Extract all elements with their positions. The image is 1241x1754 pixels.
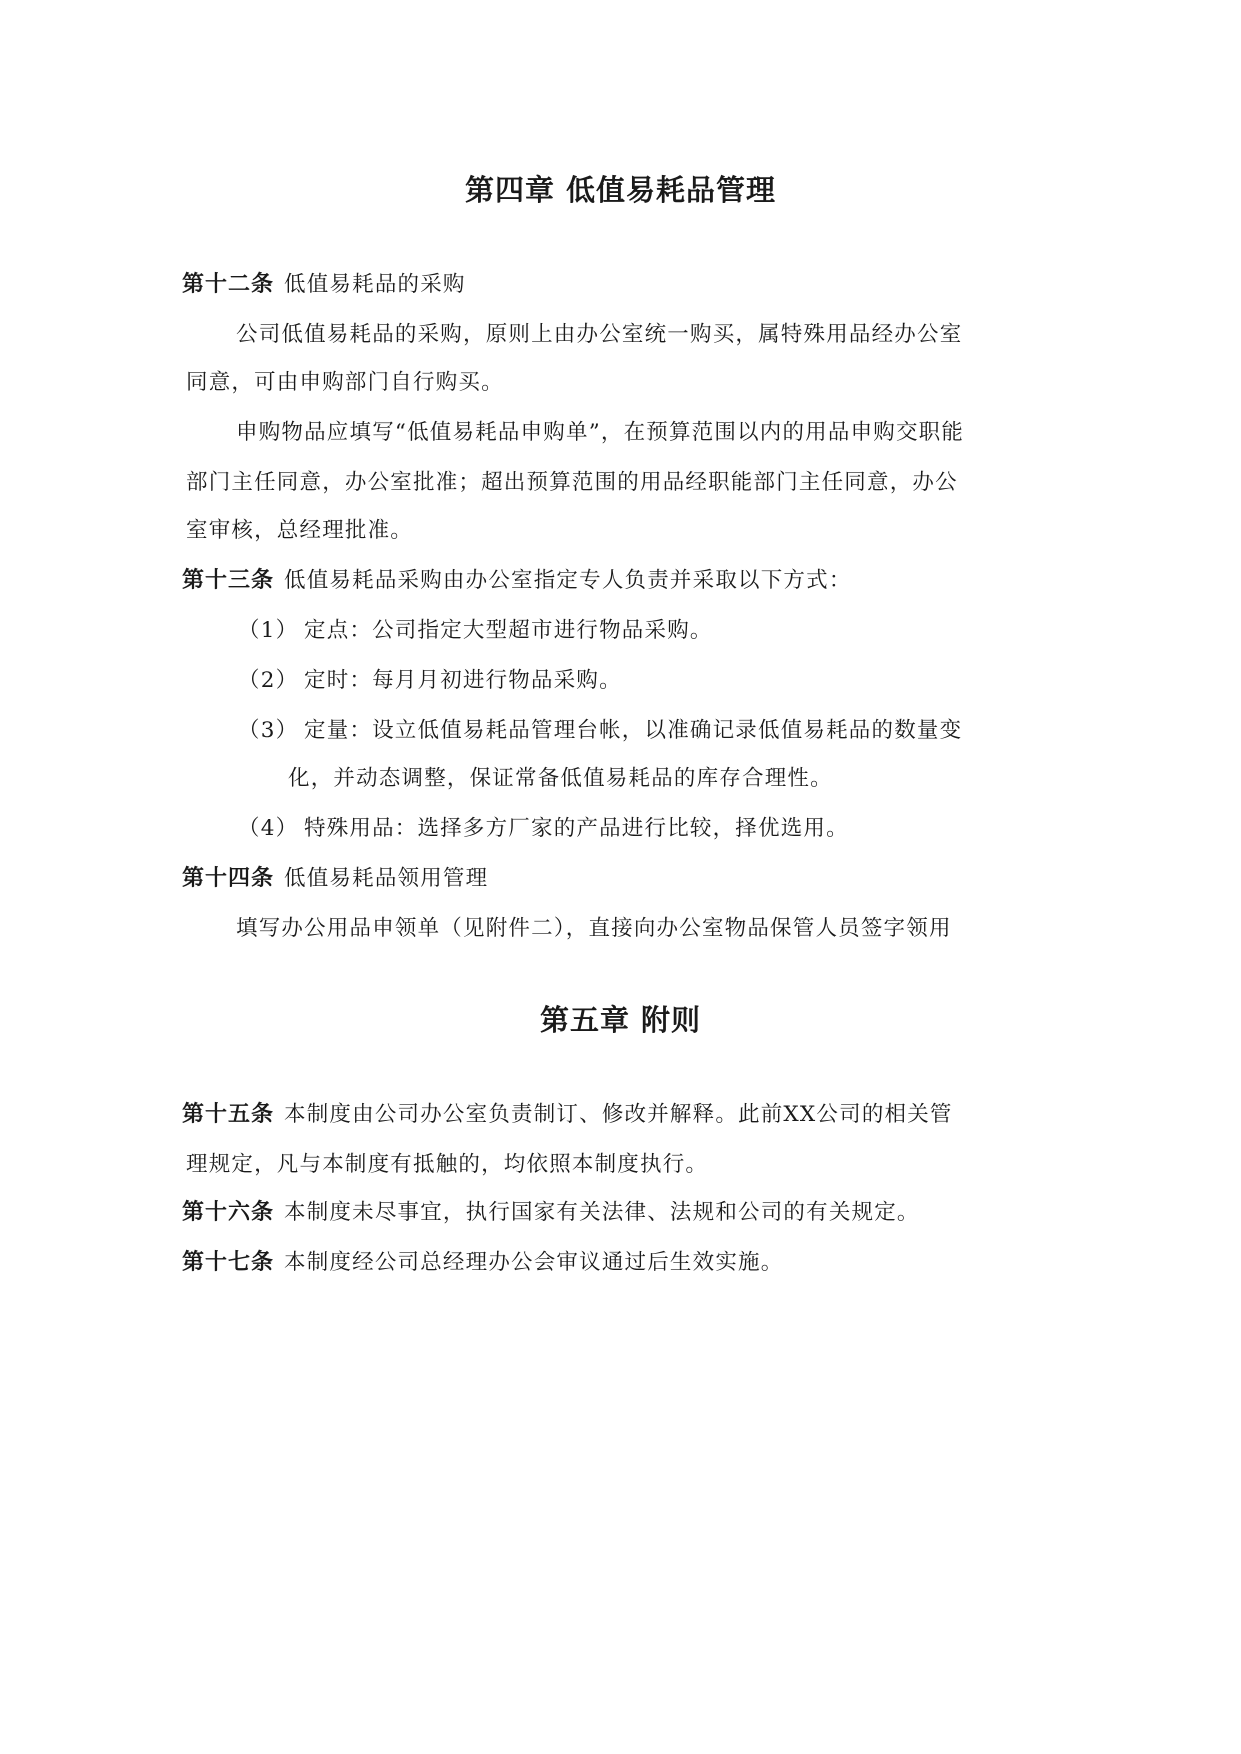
article-14-paragraph-1: 填写办公用品申领单（见附件二），直接向办公室物品保管人员签字领用 <box>236 916 952 941</box>
article-12-paragraph-2-line-1: 申购物品应填写“低值易耗品申购单”，在预算范围以内的用品申购交职能 <box>236 420 965 445</box>
article-17-label: 第十七条 <box>182 1250 275 1275</box>
list-item-4-number: （4） <box>238 816 299 841</box>
list-item-3 <box>238 716 962 746</box>
article-16-text: 本制度未尽事宜，执行国家有关法律、法规和公司的有关规定。 <box>284 1200 920 1225</box>
list-item-3-number: （3） <box>238 718 299 743</box>
article-12-paragraph-1-line-2: 同意，可由申购部门自行购买。 <box>186 370 504 395</box>
list-item-1-number: （1） <box>238 618 299 643</box>
article-12-paragraph-2-line-3: 室审核，总经理批准。 <box>186 518 414 543</box>
list-item-1-text: 定点：公司指定大型超市进行物品采购。 <box>304 618 713 643</box>
article-13-heading: 低值易耗品采购由办公室指定专人负责并采取以下方式： <box>284 568 852 593</box>
article-12 <box>182 270 466 300</box>
article-12-paragraph-1-line-1: 公司低值易耗品的采购，原则上由办公室统一购买，属特殊用品经办公室 <box>236 322 963 347</box>
list-item-2 <box>238 666 622 696</box>
article-14 <box>182 864 488 894</box>
chapter-4-title: 第四章 低值易耗品管理 <box>464 173 777 207</box>
article-15-line-1: 本制度由公司办公室负责制订、修改并解释。此前XX公司的相关管 <box>284 1102 953 1127</box>
article-13 <box>182 566 852 596</box>
list-item-2-number: （2） <box>238 668 299 693</box>
list-item-1 <box>238 616 713 646</box>
article-17 <box>182 1248 783 1278</box>
list-item-4 <box>238 814 849 844</box>
list-item-3-continuation: 化，并动态调整，保证常备低值易耗品的库存合理性。 <box>288 766 833 791</box>
article-12-paragraph-2-line-2: 部门主任同意，办公室批准；超出预算范围的用品经职能部门主任同意，办公 <box>186 470 958 495</box>
article-12-label: 第十二条 <box>182 272 275 297</box>
article-17-text: 本制度经公司总经理办公会审议通过后生效实施。 <box>284 1250 784 1275</box>
chapter-5-title: 第五章 附则 <box>539 1003 702 1037</box>
article-12-heading: 低值易耗品的采购 <box>284 272 466 297</box>
list-item-4-text: 特殊用品：选择多方厂家的产品进行比较，择优选用。 <box>304 816 849 841</box>
article-15 <box>182 1100 953 1130</box>
article-16 <box>182 1198 920 1228</box>
article-15-line-2: 理规定，凡与本制度有抵触的，均依照本制度执行。 <box>186 1152 709 1177</box>
article-16-label: 第十六条 <box>182 1200 275 1225</box>
article-14-label: 第十四条 <box>182 866 275 891</box>
article-15-label: 第十五条 <box>182 1102 275 1127</box>
list-item-2-text: 定时：每月月初进行物品采购。 <box>304 668 622 693</box>
article-14-heading: 低值易耗品领用管理 <box>284 866 489 891</box>
list-item-3-text: 定量：设立低值易耗品管理台帐，以准确记录低值易耗品的数量变 <box>304 718 963 743</box>
article-13-label: 第十三条 <box>182 568 275 593</box>
